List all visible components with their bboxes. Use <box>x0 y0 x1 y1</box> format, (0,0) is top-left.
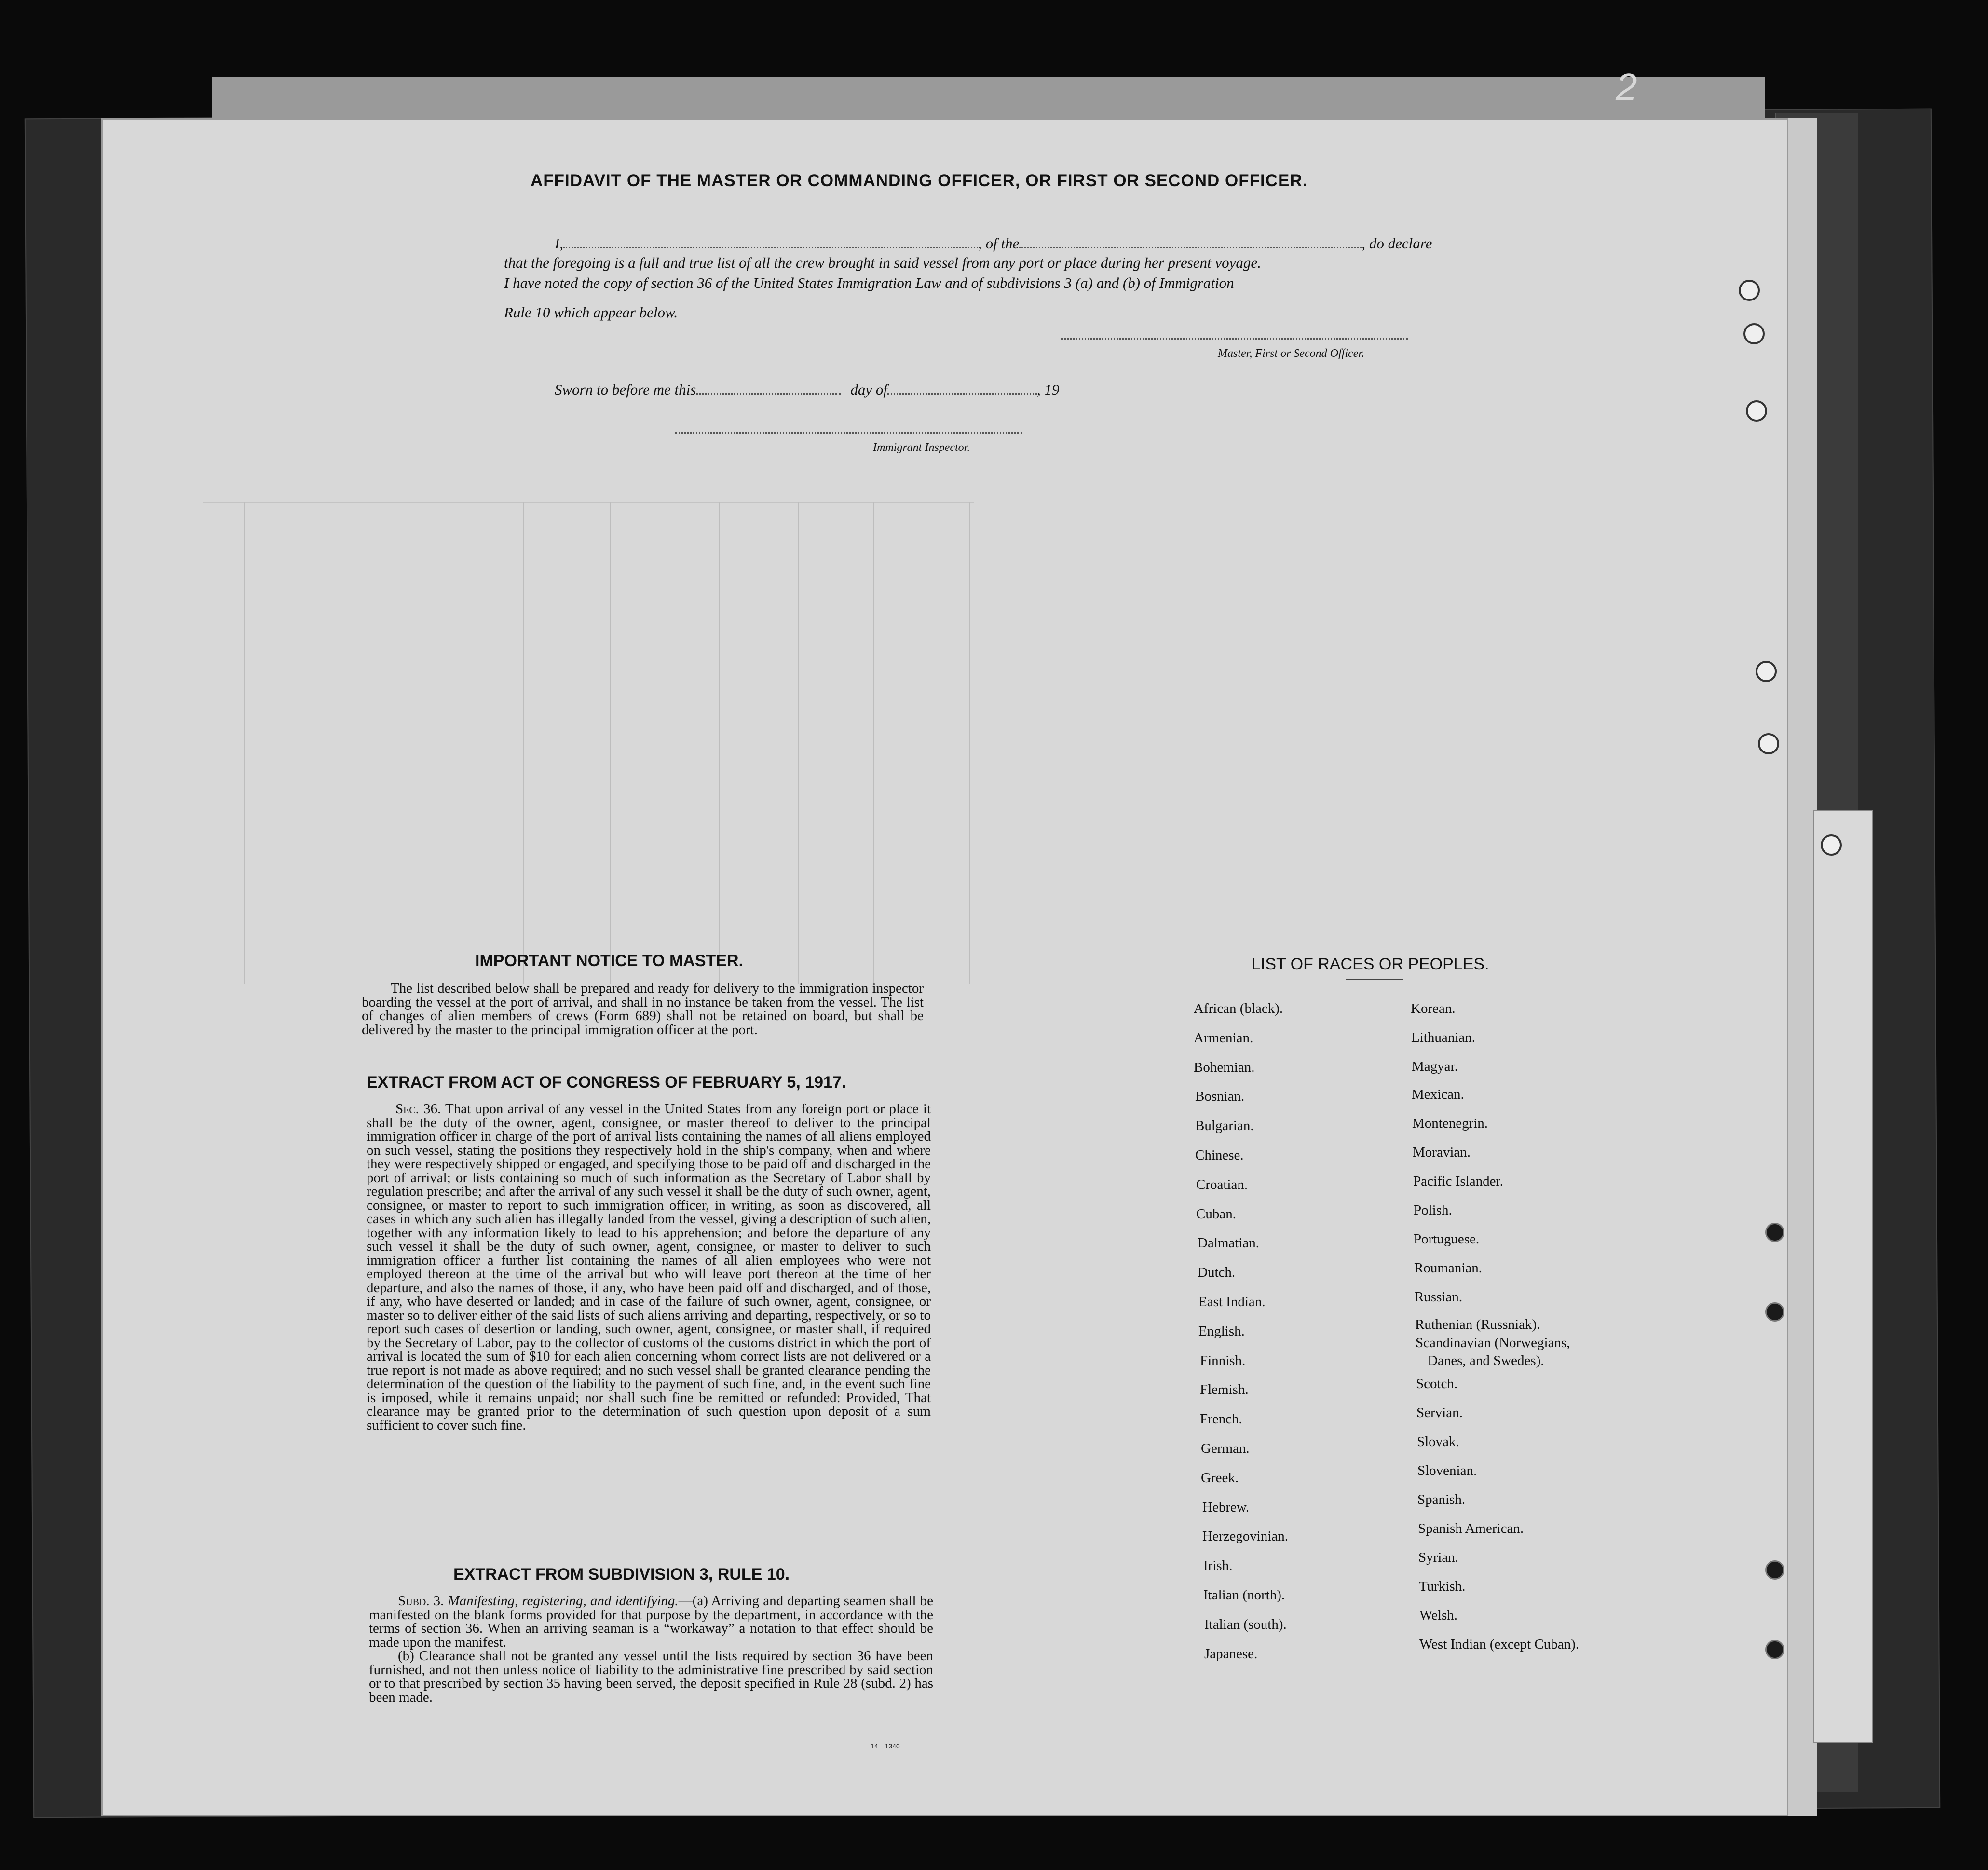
bleed-through-column <box>244 502 245 984</box>
rule-paragraph-b: (b) Clearance shall not be granted any vessel until the lists required by section 36 have been furnished, and not then unless notice of liability to the administrative fine prescribed by said section or to that prescribed by section 35 having been served, the deposit specified in Rule 28 (subd. 2) has been made. <box>369 1648 933 1705</box>
race-item: Cuban. <box>1196 1206 1236 1222</box>
sworn-line <box>555 381 1059 398</box>
affidavit-line-1-mid: , of the <box>978 235 1020 252</box>
title-underline <box>1346 979 1403 980</box>
race-item: Portuguese. <box>1414 1231 1480 1247</box>
affidavit-line-1-end: , do declare <box>1362 235 1432 252</box>
rule-paragraph-a <box>369 1594 933 1649</box>
affidavit-line-1-start: I, <box>555 235 564 252</box>
rule-body <box>369 1594 933 1704</box>
blank-vessel-field <box>1019 246 1362 248</box>
binder-hole <box>1765 1560 1784 1580</box>
race-item: Dutch. <box>1198 1265 1236 1281</box>
affidavit-title: AFFIDAVIT OF THE MASTER OR COMMANDING OFFICER, OR FIRST OR SECOND OFFICER. <box>531 171 1308 190</box>
notice-body <box>362 982 924 1037</box>
race-item: Scotch. <box>1416 1376 1458 1392</box>
race-item: Spanish. <box>1417 1492 1466 1507</box>
affidavit-line-3: I have noted the copy of section 36 of the United States Immigration Law and of subdivisions 3 (a) and (b) of Immigration <box>504 274 1234 291</box>
sworn-start: Sworn to before me this <box>555 381 696 398</box>
inspector-caption: Immigrant Inspector. <box>873 441 970 454</box>
race-item: Magyar. <box>1412 1059 1458 1074</box>
race-item: Japanese. <box>1204 1646 1258 1662</box>
corner-page-number: 2 <box>1616 66 1637 109</box>
sworn-end: , 19 <box>1036 381 1060 398</box>
signature-caption: Master, First or Second Officer. <box>1218 347 1364 360</box>
affidavit-line-1 <box>555 235 1432 252</box>
race-item: Spanish American. <box>1418 1521 1524 1536</box>
affidavit-line-2: that the foregoing is a full and true list of all the crew brought in said vessel from any port or place during her present voyage. <box>504 254 1261 271</box>
race-item: Russian. <box>1415 1289 1463 1305</box>
race-item: Montenegrin. <box>1412 1116 1488 1131</box>
sworn-mid: day of <box>850 381 887 398</box>
act-paragraph <box>367 1102 931 1432</box>
subdivision-label: Subd. 3. <box>398 1593 444 1609</box>
act-title: EXTRACT FROM ACT OF CONGRESS OF FEBRUARY 5, 1917. <box>367 1073 846 1092</box>
race-item: Korean. <box>1411 1001 1456 1016</box>
race-item: Slovenian. <box>1417 1463 1477 1478</box>
race-item: Italian (north). <box>1203 1587 1285 1603</box>
paper-fold-strip <box>1787 118 1817 1816</box>
race-item: Pacific Islander. <box>1413 1174 1503 1189</box>
form-number: 14—1340 <box>871 1742 900 1750</box>
race-item: Moravian. <box>1413 1145 1471 1160</box>
race-item: Polish. <box>1414 1202 1452 1218</box>
race-item: Servian. <box>1416 1405 1463 1420</box>
race-item: Dalmatian. <box>1198 1235 1260 1251</box>
race-item: Chinese. <box>1195 1147 1244 1163</box>
race-item: Armenian. <box>1194 1030 1253 1046</box>
race-item: Herzegovinian. <box>1202 1529 1288 1544</box>
race-item: Scandinavian (Norwegians, <box>1416 1335 1570 1351</box>
race-item: Hebrew. <box>1202 1499 1250 1515</box>
race-item: Croatian. <box>1196 1176 1248 1192</box>
signature-blank <box>1061 338 1408 340</box>
act-body <box>367 1102 931 1432</box>
bleed-through-column <box>798 502 799 984</box>
race-item: Ruthenian (Russniak). <box>1415 1317 1540 1332</box>
race-item: Greek. <box>1201 1470 1239 1486</box>
race-item: Mexican. <box>1412 1087 1464 1102</box>
race-item: English. <box>1198 1323 1245 1339</box>
race-item: Italian (south). <box>1204 1616 1287 1632</box>
subdivision-heading: Manifesting, registering, and identifying. <box>448 1593 679 1609</box>
inspector-signature-blank <box>675 432 1022 434</box>
race-item: Danes, and Swedes). <box>1428 1353 1544 1368</box>
blank-name-field <box>563 246 978 248</box>
race-item: West Indian (except Cuban). <box>1419 1637 1580 1652</box>
race-item: African (black). <box>1194 1001 1283 1016</box>
notice-paragraph: The list described below shall be prepared and ready for delivery to the immigration inspector boarding the vessel at the port of arrival, and shall in no instance be taken from the vessel. The list of changes of alien members of crews (Form 689) shall not be retained on board, but shall be delivered by the master to the principal immigration officer at the port. <box>362 981 924 1037</box>
race-item: Bohemian. <box>1194 1059 1255 1075</box>
blank-month-field <box>887 393 1037 395</box>
bleed-through-column <box>873 502 874 984</box>
affidavit-line-4: Rule 10 which appear below. <box>504 304 678 321</box>
manifest-page <box>101 118 1809 1816</box>
race-item: German. <box>1201 1441 1250 1456</box>
binder-hole <box>1739 280 1760 301</box>
binder-hole <box>1743 323 1765 344</box>
race-item: Bosnian. <box>1195 1089 1245 1105</box>
race-item: Syrian. <box>1418 1550 1458 1565</box>
blank-day-field <box>696 393 841 395</box>
subdivision-text-a: —(a) Arriving and departing seamen shall be manifested on the blank forms provided for that purpose by the department, in accordance with the terms of section 36. When an arriving seaman is a “workaway” a notation to that effect should be made upon the manifest. <box>369 1593 933 1650</box>
binder-hole <box>1765 1640 1784 1659</box>
race-item: Welsh. <box>1419 1608 1458 1623</box>
race-item: Roumanian. <box>1414 1260 1482 1276</box>
bleed-through-column <box>523 502 524 984</box>
race-item: French. <box>1200 1411 1242 1427</box>
binder-hole <box>1758 733 1779 754</box>
race-item: Finnish. <box>1200 1352 1246 1368</box>
race-item: Lithuanian. <box>1411 1030 1475 1045</box>
race-item: Flemish. <box>1200 1382 1249 1398</box>
attached-slip-edge <box>1813 810 1873 1743</box>
bleed-through-column <box>610 502 611 984</box>
races-title: LIST OF RACES OR PEOPLES. <box>1252 955 1489 973</box>
bleed-through-column <box>719 502 720 984</box>
bleed-through-line <box>203 502 974 503</box>
race-item: Irish. <box>1203 1558 1233 1574</box>
binder-hole <box>1756 661 1777 682</box>
race-item: Bulgarian. <box>1195 1118 1254 1134</box>
notice-title: IMPORTANT NOTICE TO MASTER. <box>475 952 743 970</box>
binder-hole <box>1821 834 1842 856</box>
race-item: East Indian. <box>1198 1294 1266 1310</box>
binder-hole <box>1746 400 1767 422</box>
section-label: Sec. 36. <box>395 1101 441 1117</box>
binder-hole <box>1765 1302 1784 1322</box>
bleed-through-column <box>969 502 970 984</box>
rule-title: EXTRACT FROM SUBDIVISION 3, RULE 10. <box>453 1565 790 1583</box>
section-text: That upon arrival of any vessel in the United States from any foreign port or place it shall be the duty of the owner, agent, consignee, or master thereof to deliver to the principal immigration officer in charge of the port of arrival lists containing the names of all aliens employed on such vessel, stating the positions they respectively hold in the ship's company, when and where they were respectively shipped or engaged, and specifying those to be paid off and discharged in the port of arrival; or lists containing so much of such information as the Secretary of Labor shall by regulation prescribe; and after the arrival of any such vessel it shall be the duty of such owner, agent, consignee, or master to report to such immigration officer, in writing, as soon as discovered, all cases in which any such alien has illegally landed from the vessel, giving a description of such alien, together with any information likely to lead to his apprehension; and before the departure of any such vessel it shall be the duty of such owner, agent, consignee, or master to deliver to such immigration officer a further list containing the names of all alien employees who were not employed thereon at the time of the arrival but who will leave port thereon at the time of her departure, and also the names of those, if any, who have been paid off and discharged, and of those, if any, who have deserted or landed; and in case of the failure of such owner, agent, consignee, or master so to deliver either of the said lists of such aliens arriving and departing, respectively, or so to report such cases of desertion or landing, such owner, agent, consignee, or master shall, if required by the Secretary of Labor, pay to the collector of customs of the customs district in which the port of arrival is located the sum of $10 for each alien concerning whom correct lists are not delivered or a true report is not made as above required; and no such vessel shall be granted clearance pending the determination of the question of the liability to the payment of such fine, and, in the event such fine is imposed, while it remains unpaid; nor shall such fine be remitted or refunded: Provided, That clearance may be granted prior to the determination of such question upon deposit of a sum sufficient to cover such fine. <box>367 1101 931 1433</box>
race-item: Slovak. <box>1417 1434 1459 1449</box>
race-item: Turkish. <box>1419 1579 1466 1594</box>
binder-hole <box>1765 1223 1784 1242</box>
